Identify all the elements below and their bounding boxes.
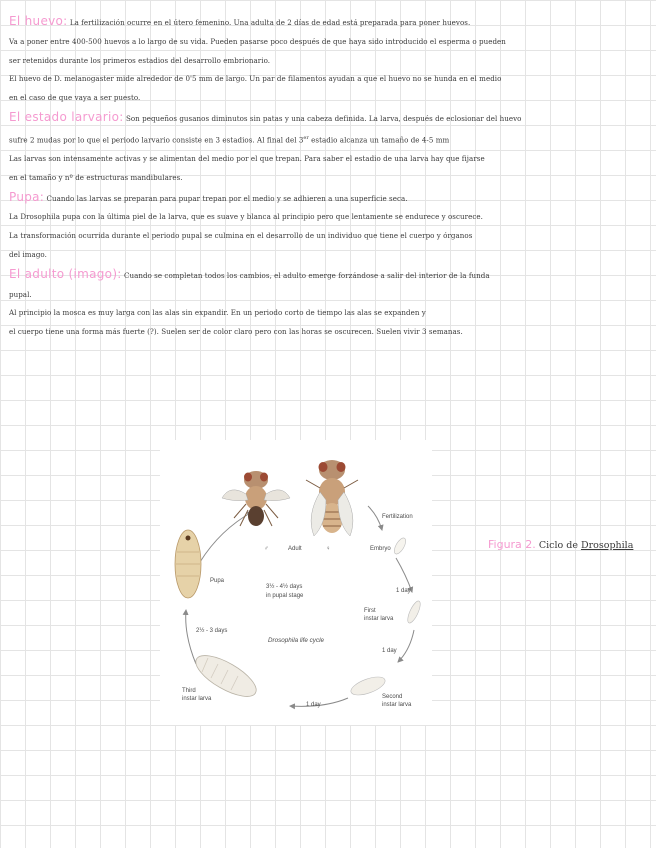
third-instar-label: Third xyxy=(182,688,196,694)
pupa-label: Pupa xyxy=(210,578,225,584)
cycle-arrow xyxy=(398,630,414,662)
note-line: La Drosophila pupa con la última piel de la larva, que es suave y blanca al principio pero que lentamente se endurece y oscurece. xyxy=(9,212,483,222)
pupal-days-label: 3½ - 4½ days xyxy=(266,584,303,590)
section-heading-huevo: El huevo: xyxy=(9,14,68,28)
pupa-illustration xyxy=(175,530,201,598)
note-line: Pupa: Cuando las larvas se preparan para pupar trepan por el medio y se adhieren a una superficie seca. xyxy=(9,189,408,204)
note-line: El estado larvario: Son pequeños gusanos diminutos sin patas y una cabeza definida. La larva, después de eclosionar del huevo xyxy=(9,109,522,124)
note-line: El huevo: La fertilización ocurre en el útero femenino. Una adulta de 2 días de edad está preparada para poner huevos. xyxy=(9,14,471,28)
male-fly-illustration xyxy=(222,471,290,526)
second-instar-label: instar larva xyxy=(382,702,412,708)
first-instar-label: instar larva xyxy=(364,616,394,622)
note-line: en el caso de que vaya a ser puesto. xyxy=(9,93,141,103)
notes xyxy=(9,12,649,342)
note-line: ser retenidos durante los primeros estadios del desarrollo embrionario. xyxy=(9,55,271,65)
cycle-arrow xyxy=(186,610,196,664)
note-line: Las larvas son intensamente activas y se alimentan del medio por el que trepan. Para saber el estadio de una larva hay que fijarse xyxy=(9,153,485,163)
note-line: en el tamaño y nº de estructuras mandibulares. xyxy=(9,172,183,182)
life-cycle-diagram xyxy=(160,440,432,725)
cycle-arrow xyxy=(396,558,412,592)
note-line: El adulto (imago): Cuando se completan todos los cambios, el adulto emerge forzándose a salir del interior de la funda xyxy=(9,266,490,281)
female-symbol: ♀ xyxy=(326,546,331,552)
embryo-label: Embryo xyxy=(370,546,391,552)
note-line: sufre 2 mudas por lo que el periodo larvario consiste en 3 estadios. Al final del 3er estadio alcanza un tamaño de 4-5 mm xyxy=(9,134,450,145)
female-fly-illustration xyxy=(306,460,358,536)
note-line: pupal. xyxy=(9,289,32,299)
embryo-illustration xyxy=(392,536,408,556)
caption-species: Drosophila xyxy=(580,540,634,551)
note-line: Va a poner entre 400-500 huevos a lo largo de su vida. Pueden pasarse poco después de que haya sido introducido el esperma o pueden xyxy=(9,36,506,46)
first-instar-label: First xyxy=(364,608,376,614)
life-cycle-figure xyxy=(160,440,432,725)
one-day-label: 1 day xyxy=(306,702,321,708)
pupal-stage-label: in pupal stage xyxy=(266,593,304,599)
figure-number: Figura 2. xyxy=(488,538,536,551)
section-heading-larvario: El estado larvario: xyxy=(9,109,124,124)
adult-label: Adult xyxy=(288,546,302,552)
cycle-arrow xyxy=(200,512,252,562)
caption-text: Ciclo de xyxy=(538,540,578,551)
section-heading-pupa: Pupa: xyxy=(9,189,45,204)
life-cycle-label: Drosophila life cycle xyxy=(268,637,324,644)
cycle-arrow xyxy=(368,506,382,530)
note-line: Al principio la mosca es muy larga con las alas sin expandir. En un periodo corto de tiempo las alas se expanden y xyxy=(9,308,426,318)
fertilization-label: Fertilization xyxy=(382,514,413,520)
figure-caption xyxy=(488,538,633,551)
third-instar-days-label: 2½ - 3 days xyxy=(196,628,228,634)
note-line: El huevo de D. melanogaster mide alrededor de 0'5 mm de largo. Un par de filamentos ayudan a que el huevo no se hunda en el medio xyxy=(9,74,502,84)
male-symbol: ♂ xyxy=(264,546,269,552)
one-day-label: 1 day xyxy=(396,588,411,594)
third-instar-label: instar larva xyxy=(182,696,212,702)
second-instar-label: Second xyxy=(382,694,403,700)
section-heading-adulto: El adulto (imago): xyxy=(9,266,122,281)
note-line: La transformación ocurrida durante el periodo pupal se culmina en el desarrollo de un individuo que tiene el cuerpo y órganos xyxy=(9,231,473,241)
note-line: el cuerpo tiene una forma más fuerte (?). Suelen ser de color claro pero con las horas se oscurecen. Suelen vivir 3 semanas. xyxy=(9,327,463,337)
note-line: del imago. xyxy=(9,249,47,259)
one-day-label: 1 day xyxy=(382,648,397,654)
first-instar-larva-illustration xyxy=(405,599,422,624)
